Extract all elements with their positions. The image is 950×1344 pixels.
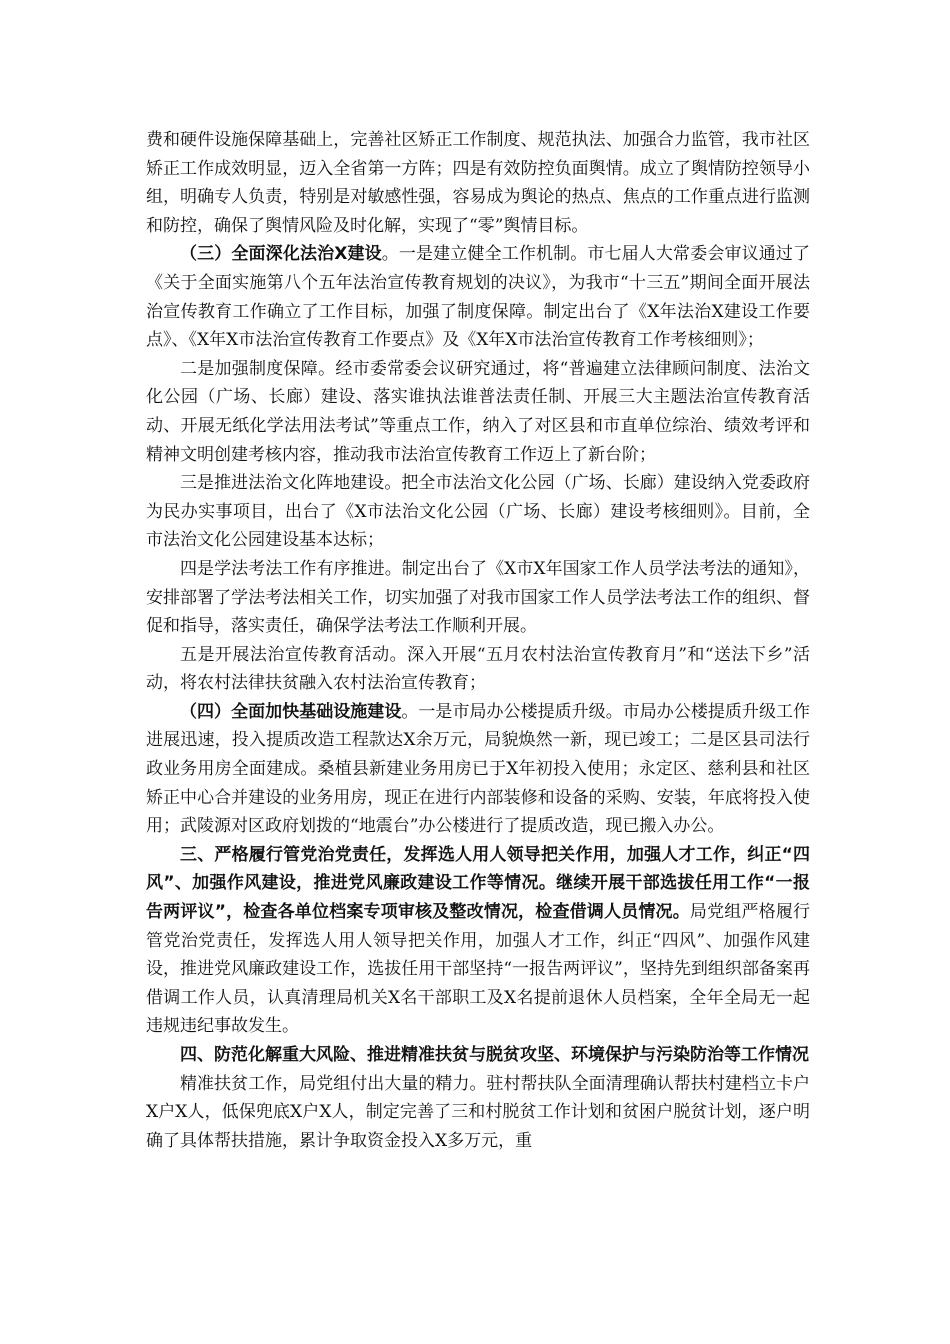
section-3-text: 。一是建立健全工作机制。市七届人大常委会审议通过了《关于全面实施第八个五年法治宣传教育规划的决议》，为我市“十三五”期间全面开展法治宣传教育工作确立了工作目标，加强了制度保障。制定出台了《X年法治X建设工作要点》、《X年X市法治宣传教育工作要点》及《X年X市法治宣传教育工作考核细则》； bbox=[146, 244, 811, 351]
paragraph-item-2 bbox=[146, 355, 810, 469]
paragraph-item-4-text: 四是学法考法工作有序推进。制定出台了《X市X年国家工作人员学法考法的通知》，安排部署了学法考法相关工作，切实加强了对我市国家工作人员学法考法工作的组织、督促和指导，落实责任，确保学法考法工作顺利开展。 bbox=[146, 558, 810, 637]
section-4-heading: （四）全面加快基础设施建设 bbox=[180, 701, 402, 722]
section-4-text: 。一是市局办公楼提质升级。市局办公楼提质升级工作进展迅速，投入提质改造工程款达X余万元，局貌焕然一新，现已竣工；二是区县司法行政业务用房全面建成。桑植县新建业务用房已于X年初投入使用；永定区、慈利县和社区矫正中心合并建设的业务用房，现正在进行内部装修和设备的采购、安装，年底将投入使用；武陵源对区政府划拨的“地震台”办公楼进行了提质改造，现已搬入办公。 bbox=[146, 701, 811, 837]
paragraph-poverty bbox=[146, 1070, 810, 1156]
paragraph-item-5-text: 五是开展法治宣传教育活动。深入开展“五月农村法治宣传教育月”和“送法下乡”活动，将农村法律扶贫融入农村法治宣传教育； bbox=[146, 644, 810, 694]
chapter-3-paragraph bbox=[146, 841, 810, 1041]
chapter-4-heading-paragraph bbox=[146, 1041, 810, 1070]
chapter-4-heading: 四、防范化解重大风险、推进精准扶贫与脱贫攻坚、环境保护与污染防治等工作情况 bbox=[180, 1045, 809, 1065]
paragraph-item-5 bbox=[146, 641, 810, 698]
paragraph-1 bbox=[146, 126, 810, 240]
chapter-3-heading: 三、严格履行管党治党责任，发挥选人用人领导把关作用，加强人才工作，纠正“四风”、加强作风建设，推进党风廉政建设工作等情况。继续开展干部选拔任用工作“一报告两评议”，检查各单位档案专项审核及整改情况，检查借调人员情况。 bbox=[146, 844, 810, 923]
paragraph-1-text: 费和硬件设施保障基础上，完善社区矫正工作制度、规范执法、加强合力监管，我市社区矫正工作成效明显，迈入全省第一方阵；四是有效防控负面舆情。成立了舆情防控领导小组，明确专人负责，特别是对敏感性强，容易成为舆论的热点、焦点的工作重点进行监测和防控，确保了舆情风险及时化解，实现了“零”舆情目标。 bbox=[146, 130, 810, 236]
section-3-heading: （三）全面深化法治X建设 bbox=[180, 244, 382, 265]
paragraph-item-4 bbox=[146, 555, 810, 641]
document-body bbox=[146, 126, 810, 1155]
chapter-3-text: 局党组严格履行管党治党责任，发挥选人用人领导把关作用，加强人才工作，纠正“四风”、加强作风建设，推进党风廉政建设工作，选拔任用干部坚持“一报告两评议”，坚持先到组织部备案再借调工作人员，认真清理局机关X名干部职工及X名提前退休人员档案，全年全局无一起违规违纪事故发生。 bbox=[146, 902, 810, 1037]
paragraph-item-2-text: 二是加强制度保障。经市委常委会议研究通过，将“普遍建立法律顾问制度、法治文化公园（广场、长廊）建设、落实谁执法谁普法责任制、开展三大主题法治宣传教育活动、开展无纸化学法用法考试”等重点工作，纳入了对区县和市直单位综治、绩效考评和精神文明创建考核内容，推动我市法治宣传教育工作迈上了新台阶； bbox=[146, 358, 810, 465]
paragraph-item-3 bbox=[146, 469, 810, 555]
paragraph-item-3-text: 三是推进法治文化阵地建设。把全市法治文化公园（广场、长廊）建设纳入党委政府为民办实事项目，出台了《X市法治文化公园（广场、长廊）建设考核细则》。目前，全市法治文化公园建设基本达标； bbox=[146, 473, 810, 551]
section-4-paragraph bbox=[146, 698, 810, 841]
section-3-paragraph bbox=[146, 240, 810, 354]
paragraph-poverty-text: 精准扶贫工作，局党组付出大量的精力。驻村帮扶队全面清理确认帮扶村建档立卡户X户X人，低保兜底X户X人，制定完善了三和村脱贫工作计划和贫困户脱贫计划，逐户明确了具体帮扶措施，累计争取资金投入X多万元，重 bbox=[146, 1073, 810, 1151]
